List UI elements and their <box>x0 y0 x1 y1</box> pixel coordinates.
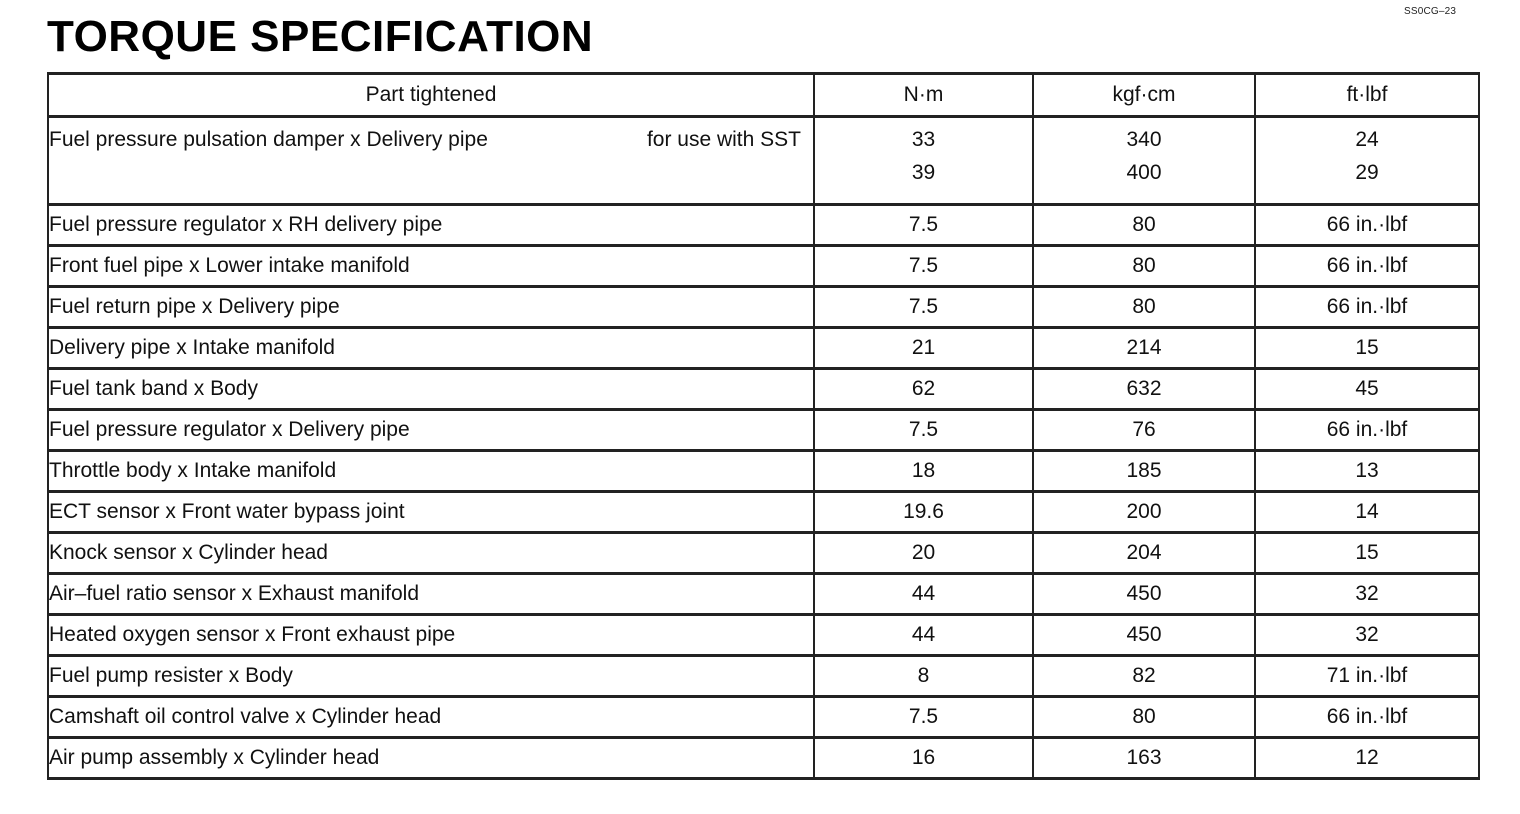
kgf-cell: 204 <box>1033 533 1255 574</box>
nm-cell: 19.6 <box>814 492 1033 533</box>
table-row <box>48 574 1479 615</box>
column-header-nm: N·m <box>814 74 1033 117</box>
kgf-cell: 214 <box>1033 328 1255 369</box>
table-row <box>48 533 1479 574</box>
part-cell: Fuel pump resister x Body <box>48 656 814 697</box>
nm-cell: 7.5 <box>814 697 1033 738</box>
kgf-cell <box>1033 117 1255 205</box>
column-header-part: Part tightened <box>48 74 814 117</box>
table-header-row <box>48 74 1479 117</box>
ft-cell: 45 <box>1255 369 1479 410</box>
page-title: TORQUE SPECIFICATION <box>47 12 594 61</box>
part-cell: Front fuel pipe x Lower intake manifold <box>48 246 814 287</box>
table-row <box>48 492 1479 533</box>
kgf-value: 340 <box>1126 128 1162 151</box>
part-cell: Delivery pipe x Intake manifold <box>48 328 814 369</box>
kgf-cell: 450 <box>1033 615 1255 656</box>
part-cell: Fuel return pipe x Delivery pipe <box>48 287 814 328</box>
ft-cell: 66 in.·lbf <box>1255 205 1479 246</box>
kgf-cell: 80 <box>1033 287 1255 328</box>
ft-cell: 12 <box>1255 738 1479 779</box>
kgf-cell: 163 <box>1033 738 1255 779</box>
part-cell <box>48 117 814 205</box>
nm-cell: 44 <box>814 615 1033 656</box>
part-note: for use with SST <box>646 128 801 151</box>
table-row <box>48 205 1479 246</box>
kgf-cell: 185 <box>1033 451 1255 492</box>
ft-cell: 32 <box>1255 574 1479 615</box>
part-cell: Air pump assembly x Cylinder head <box>48 738 814 779</box>
nm-cell: 62 <box>814 369 1033 410</box>
nm-cell: 8 <box>814 656 1033 697</box>
ft-value: 24 <box>1355 128 1379 151</box>
nm-value: 39 <box>911 161 936 184</box>
part-cell: Throttle body x Intake manifold <box>48 451 814 492</box>
ft-cell: 71 in.·lbf <box>1255 656 1479 697</box>
table-row <box>48 656 1479 697</box>
table-row <box>48 697 1479 738</box>
part-cell: Fuel tank band x Body <box>48 369 814 410</box>
part-cell: Fuel pressure regulator x Delivery pipe <box>48 410 814 451</box>
kgf-cell: 82 <box>1033 656 1255 697</box>
part-cell: Air–fuel ratio sensor x Exhaust manifold <box>48 574 814 615</box>
part-cell: Camshaft oil control valve x Cylinder head <box>48 697 814 738</box>
column-header-ft: ft·lbf <box>1255 74 1479 117</box>
part-cell: Knock sensor x Cylinder head <box>48 533 814 574</box>
kgf-cell: 80 <box>1033 205 1255 246</box>
kgf-cell: 200 <box>1033 492 1255 533</box>
part-cell: Fuel pressure regulator x RH delivery pipe <box>48 205 814 246</box>
part-cell: Heated oxygen sensor x Front exhaust pipe <box>48 615 814 656</box>
kgf-cell: 80 <box>1033 697 1255 738</box>
kgf-cell: 76 <box>1033 410 1255 451</box>
table-row <box>48 369 1479 410</box>
ft-cell: 32 <box>1255 615 1479 656</box>
nm-cell: 16 <box>814 738 1033 779</box>
nm-value: 33 <box>911 128 936 151</box>
table-row <box>48 615 1479 656</box>
ft-value: 29 <box>1355 161 1379 184</box>
nm-cell: 7.5 <box>814 205 1033 246</box>
torque-table <box>47 72 1480 780</box>
nm-cell: 21 <box>814 328 1033 369</box>
table-row <box>48 287 1479 328</box>
nm-cell: 44 <box>814 574 1033 615</box>
table-row <box>48 410 1479 451</box>
nm-cell: 7.5 <box>814 287 1033 328</box>
nm-cell <box>814 117 1033 205</box>
column-header-kgf: kgf·cm <box>1033 74 1255 117</box>
ft-cell: 15 <box>1255 533 1479 574</box>
table-row <box>48 451 1479 492</box>
ft-cell: 66 in.·lbf <box>1255 410 1479 451</box>
part-cell: ECT sensor x Front water bypass joint <box>48 492 814 533</box>
ft-cell: 66 in.·lbf <box>1255 697 1479 738</box>
table-row <box>48 738 1479 779</box>
ft-cell: 13 <box>1255 451 1479 492</box>
nm-cell: 20 <box>814 533 1033 574</box>
nm-cell: 18 <box>814 451 1033 492</box>
table-row <box>48 246 1479 287</box>
kgf-cell: 632 <box>1033 369 1255 410</box>
table-row <box>48 328 1479 369</box>
kgf-cell: 450 <box>1033 574 1255 615</box>
page-code: SS0CG–23 <box>1404 6 1457 17</box>
ft-cell: 15 <box>1255 328 1479 369</box>
ft-cell <box>1255 117 1479 205</box>
table-row <box>48 117 1479 205</box>
ft-cell: 66 in.·lbf <box>1255 287 1479 328</box>
kgf-value: 400 <box>1126 161 1162 184</box>
nm-cell: 7.5 <box>814 246 1033 287</box>
ft-cell: 66 in.·lbf <box>1255 246 1479 287</box>
nm-cell: 7.5 <box>814 410 1033 451</box>
ft-cell: 14 <box>1255 492 1479 533</box>
kgf-cell: 80 <box>1033 246 1255 287</box>
part-name: Fuel pressure pulsation damper x Delivery pipe <box>49 128 488 151</box>
